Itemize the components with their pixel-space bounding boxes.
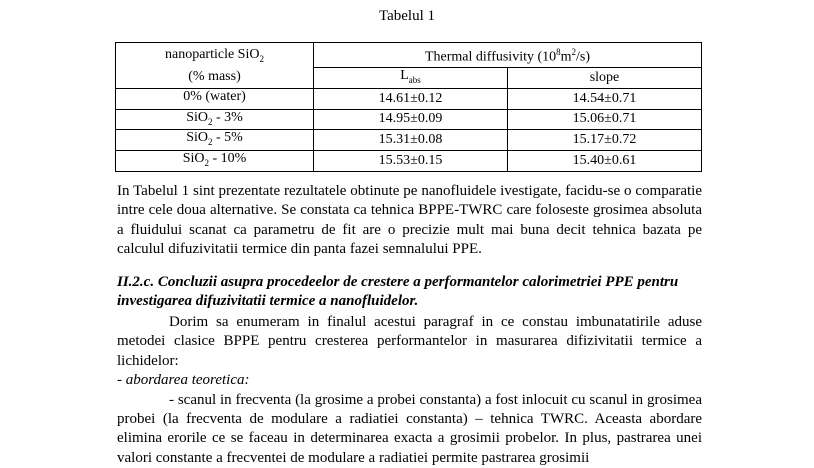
row-labs-value: 15.31±0.08 xyxy=(314,130,508,151)
row-slope-value: 15.40±0.61 xyxy=(508,151,702,172)
theory-subheading: - abordarea teoretica: xyxy=(117,372,250,389)
header-param-line1: nanoparticle SiO xyxy=(165,47,260,62)
row-label-post: - 3% xyxy=(212,109,243,125)
header-group-sup1: 8 xyxy=(556,47,561,58)
results-paragraph: In Tabelul 1 sint prezentate rezultatele obtinute pe nanofluidele ivestigate, facidu-se o comparatie intre cele doua alternative. Se constata ca tehnica BPPE-TWRC care foloseste grosimea absoluta a fluidului scanat ca parametru de fit are o precizie mult mai buna decit tehnica bazata pe calculul difuzivitatii termice din panta fazei semnalului PPE. xyxy=(117,183,702,258)
row-label-sub: 2 xyxy=(207,137,213,148)
table-row xyxy=(116,151,702,172)
row-label xyxy=(116,109,314,130)
table-header-row xyxy=(116,43,702,68)
section-heading: II.2.c. Concluzii asupra procedeelor de crestere a performantelor calorimetriei PPE pentru investigarea difuzivitatii termice a nanofluidelor. xyxy=(117,274,679,310)
frequency-scan-paragraph: - scanul in frecventa (la grosime a probei constanta) a fost inlocuit cu scanul in grosimea probei (la frecventa de modulare a radiatiei constanta) – tehnica TWRC. Aceasta abordare elimina erorile ce se faceau in determinarea exacta a grosimii probelor. In plus, pastrarea unei valori constante a frecventei de modulare a radiatiei permite pastrarea grosimii xyxy=(117,391,702,466)
header-group-sup2: 2 xyxy=(571,47,577,58)
row-slope-value: 15.06±0.71 xyxy=(508,109,702,130)
header-labs-sub: abs xyxy=(408,74,421,85)
row-label-pre: SiO xyxy=(186,109,208,125)
table-row xyxy=(116,130,702,151)
thermal-diffusivity-table xyxy=(115,42,702,172)
header-slope: slope xyxy=(508,68,702,89)
row-label xyxy=(116,130,314,151)
row-slope-value: 15.17±0.72 xyxy=(508,130,702,151)
row-label-sub: 2 xyxy=(204,157,209,168)
row-label xyxy=(116,151,314,172)
header-thermal-diffusivity xyxy=(314,43,702,68)
table-row xyxy=(116,109,702,130)
header-param-line2: (% mass) xyxy=(188,68,241,84)
table-row xyxy=(116,88,702,109)
row-labs-value: 14.61±0.12 xyxy=(314,88,508,109)
row-labs-value: 14.95±0.09 xyxy=(314,109,508,130)
table-caption: Tabelul 1 xyxy=(378,8,435,24)
row-label-sub: 2 xyxy=(207,116,213,127)
row-label-pre: SiO xyxy=(182,151,205,167)
row-label xyxy=(116,88,314,109)
header-group-prefix: Thermal diffusivity (10 xyxy=(424,49,557,65)
header-group-mid: m xyxy=(560,49,572,65)
row-label-post: - 5% xyxy=(212,130,243,146)
improvements-section xyxy=(117,313,702,468)
header-labs-main: L xyxy=(400,68,409,83)
header-group-suffix: /s) xyxy=(576,49,591,65)
header-param-sub: 2 xyxy=(259,53,264,64)
row-label-pre: SiO xyxy=(186,130,208,146)
row-slope-value: 14.54±0.71 xyxy=(508,88,702,109)
header-labs xyxy=(314,68,508,89)
row-labs-value: 15.53±0.15 xyxy=(314,151,508,172)
row-label-pre: 0% (water) xyxy=(183,88,246,104)
intro-paragraph: Dorim sa enumeram in finalul acestui paragraf in ce constau imbunatatirile aduse metodei clasice BPPE pentru cresterea performantelor in masurarea difizivitatii termice a lichidelor: xyxy=(117,314,702,369)
header-nanoparticle xyxy=(116,43,314,89)
row-label-post: - 10% xyxy=(208,151,247,167)
